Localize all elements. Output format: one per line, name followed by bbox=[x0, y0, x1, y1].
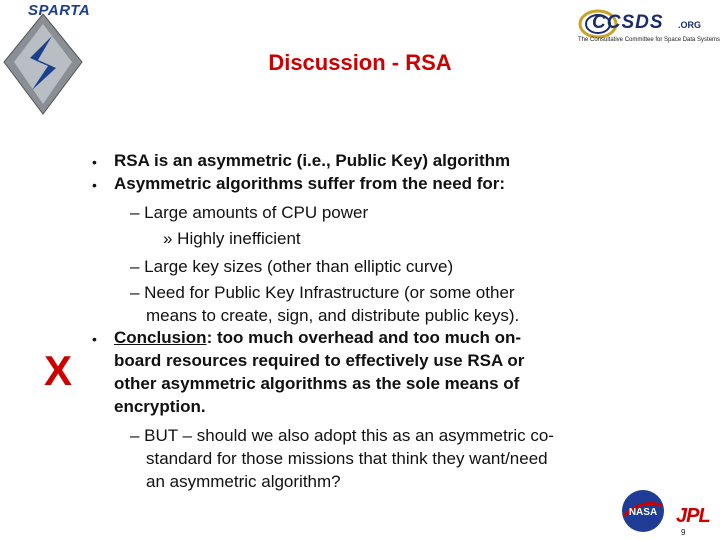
bullet-3-line-1 bbox=[114, 327, 521, 348]
bullet-3-line-3: other asymmetric algorithms as the sole means of bbox=[114, 374, 520, 393]
dash-4-line-3: an asymmetric algorithm? bbox=[146, 472, 341, 491]
nasa-wordmark: NASA bbox=[628, 507, 658, 518]
page-number: 9 bbox=[681, 528, 686, 537]
ccsds-wordmark: CCSDS bbox=[592, 12, 664, 33]
sub-item-1: » Highly inefficient bbox=[163, 229, 301, 248]
bullet-1: RSA is an asymmetric (i.e., Public Key) algorithm bbox=[114, 151, 511, 170]
sparta-wordmark: SPARTA bbox=[28, 2, 91, 19]
bullet-2: Asymmetric algorithms suffer from the need for: bbox=[114, 174, 506, 193]
red-x-mark: X bbox=[44, 347, 73, 394]
dash-2: – Large key sizes (other than elliptic curve) bbox=[130, 257, 454, 276]
conclusion-label: Conclusion bbox=[114, 328, 207, 347]
dash-3-line-1: – Need for Public Key Infrastructure (or some other bbox=[130, 283, 515, 302]
slide-title: Discussion - RSA bbox=[268, 50, 452, 75]
dash-4-line-2: standard for those missions that think they want/need bbox=[146, 449, 548, 468]
bullet-3-line-4: encryption. bbox=[114, 397, 206, 416]
ccsds-org: .ORG bbox=[678, 20, 702, 30]
nasa-logo-icon bbox=[620, 488, 666, 534]
bullet-dot-icon: • bbox=[92, 331, 97, 347]
dash-3-line-2: means to create, sign, and distribute public keys). bbox=[146, 306, 520, 325]
dash-4-line-1: – BUT – should we also adopt this as an asymmetric co- bbox=[130, 426, 554, 445]
bullet-3-line-2: board resources required to effectively use RSA or bbox=[114, 351, 525, 370]
bullet-dot-icon: • bbox=[92, 177, 97, 193]
bullet-3-line-1-rest: : too much overhead and too much on- bbox=[206, 328, 522, 347]
jpl-logo: JPL bbox=[676, 505, 710, 527]
bullet-dot-icon: • bbox=[92, 154, 97, 170]
ccsds-tagline: The Consultative Committee for Space Data Systems bbox=[578, 37, 720, 43]
dash-1: – Large amounts of CPU power bbox=[130, 203, 369, 222]
